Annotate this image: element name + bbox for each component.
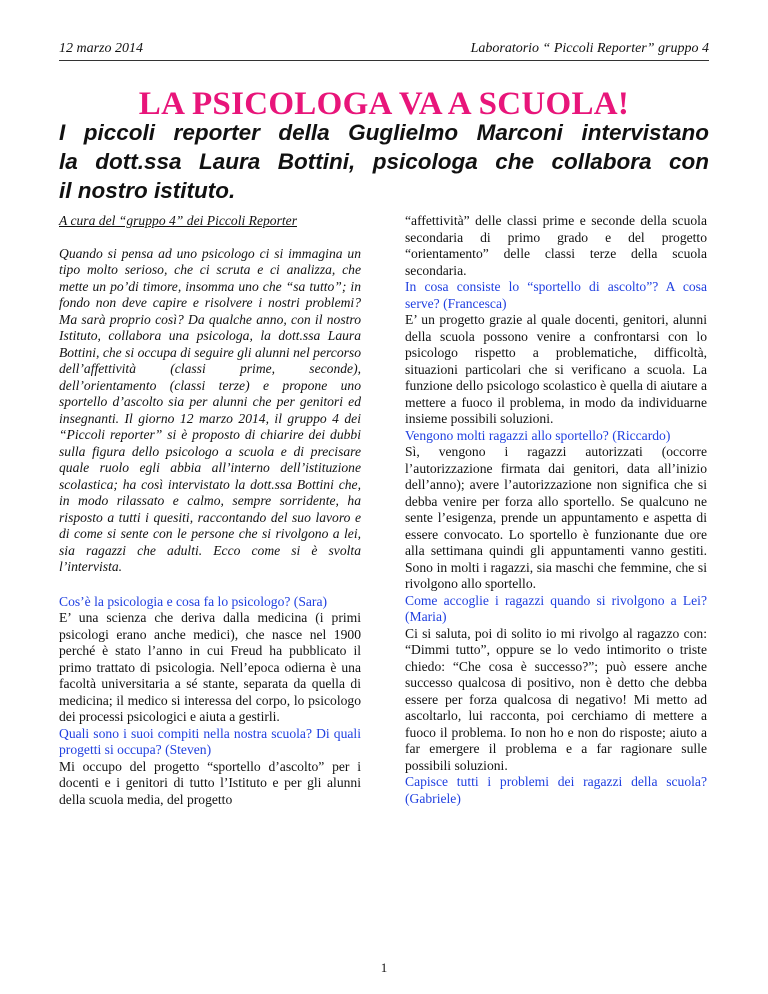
answer: E’ un progetto grazie al quale docenti, genitori, alunni della scuola possono venire a confrontarsi con lo psicologo rispetto a problematiche, difficoltà, situazioni particolari che si verificano a scuola. La funzione dello psicologo scolastico è quella di aiutare a mettere a fuoco il problema, in modo da individuarne insieme possibili soluzioni. [405,312,707,426]
intro-paragraph: Quando si pensa ad uno psicologo ci si immagina un tipo molto serioso, che ci scruta e ci analizza, che mette un po’di timore, insomma uno che “sa tutto”; in fondo non deve capire e risolvere i nostri problemi? Ma sarà proprio così? Da qualche anno, con il nostro Istituto, collabora una psicologa, la dott.ssa Laura Bottini, che si occupa di seguire gli alunni nel percorso dell’affettività (classi prime, seconde), dell’orientamento (classi terze) e propone uno sportello d’ascolto sia per alunni che per genitori ed insegnanti. Il giorno 12 marzo 2014, il gruppo 4 dei “Piccoli reporter” si è proposto di chiarire dei dubbi sulla figura dello psicologo a scuola e di precisare quale ruolo egli abbia all’interno dell’istituzione scolastica; ha così intervistato la dott.ssa Bottini che, in modo rilassato e calmo, sempre sorridente, ha risposto a tutti i quesiti, raccontando del suo lavoro e di come si sente con le persone che si rivolgono a lei, sia ragazzi che adulti. Ecco come si è svolta l’intervista. [59,245,361,574]
question: Cos’è la psicologia e cosa fa lo psicologo? (Sara) [59,593,328,609]
header-lab-label: Laboratorio “ Piccoli Reporter” gruppo 4 [470,41,709,56]
subtitle-line: il nostro istituto. [59,178,236,203]
running-header [59,38,709,61]
right-column [405,213,707,807]
article-title: LA PSICOLOGA VA A SCUOLA! [138,86,630,122]
question: In cosa consiste lo “sportello di ascolto”? A cosa serve? (Francesca) [405,279,707,311]
question: Quali sono i suoi compiti nella nostra scuola? Di quali progetti si occupa? (Steven) [59,725,361,757]
author-credit: A cura del “gruppo 4” dei Piccoli Reporter [59,213,297,228]
question: Come accoglie i ragazzi quando si rivolgono a Lei? (Maria) [405,592,707,624]
article-subtitle [59,118,709,205]
header-date: 12 marzo 2014 [59,41,144,56]
question: Capisce tutti i problemi dei ragazzi della scuola? (Gabriele) [405,774,707,806]
left-column [59,213,361,808]
question: Vengono molti ragazzi allo sportello? (Riccardo) [405,427,671,443]
subtitle-line: la dott.ssa Laura Bottini, psicologa che collabora con [59,149,709,174]
answer-continued: “affettività” delle classi prime e seconde della scuola secondaria di primo grado e del progetto “orientamento” delle classi terze della scuola secondaria. [405,213,707,278]
page-number: 1 [380,960,388,975]
subtitle-line: I piccoli reporter della Guglielmo Marconi intervistano [59,120,709,145]
answer: E’ una scienza che deriva dalla medicina (i primi psicologi erano anche medici), che nasce nel 1900 perché è stato l’anno in cui Freud ha pubblicato il primo trattato di psicologia. Nell’epoca odierna è una facoltà universitaria a sé stante, separata da quella di medicina; il medico si interessa del corpo, lo psicologo dei processi psicologici e aiuta a gestirli. [59,610,361,724]
answer: Ci si saluta, poi di solito io mi rivolgo al ragazzo con: “Dimmi tutto”, oppure se lo vedo intimorito o triste chiedo: “Che cosa è successo?”; può essere anche successo qualcosa di positivo, non è detto che debba essere per forza qualcosa di negativo! Mi metto ad ascoltarlo, lui racconta, poi cerchiamo di mettere a fuoco il problema. Io non ho e non do risposte; aiuto a far emergere il problema e a far ragionare sulle possibili soluzioni. [405,625,707,773]
answer: Mi occupo del progetto “sportello d’ascolto” per i docenti e i genitori di tutto l’Istituto e per gli alunni della scuola media, del progetto [59,758,361,807]
answer: Sì, vengono i ragazzi autorizzati (occorre l’autorizzazione firmata dai genitori, data all’inizio dell’anno); avere l’autorizzazione non significa che si debba venire per forza allo sportello. Se qualcuno ne sente l’esigenza, prende un appuntamento e aspetta di essere convocato. Lo sportello è funzionante due ore alla settimana quindi gli appuntamenti vanno gestiti. Sono in molti i ragazzi, sia maschi che femmine, che si rivolgono allo sportello. [405,444,707,591]
